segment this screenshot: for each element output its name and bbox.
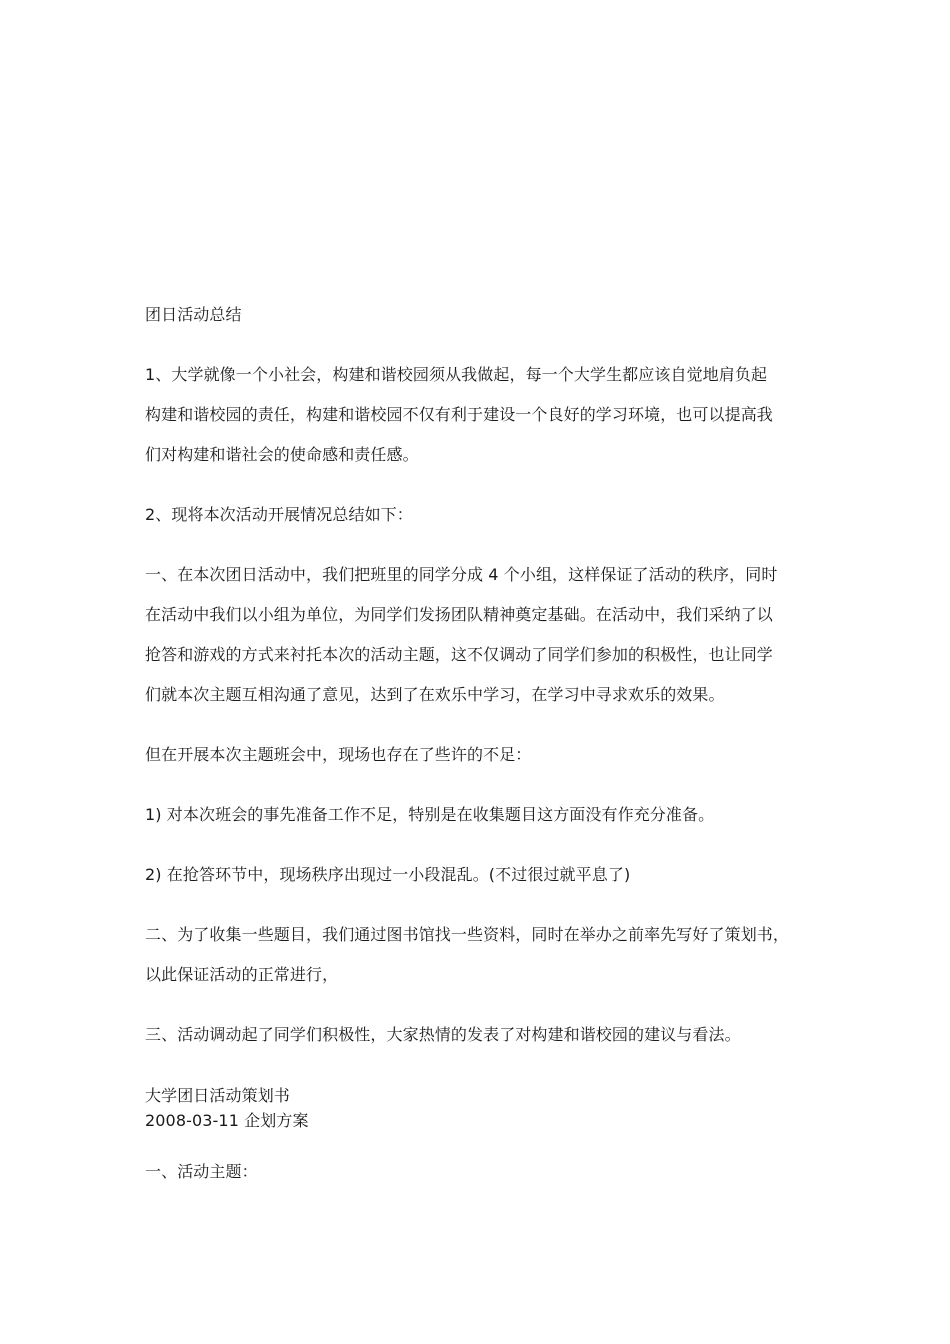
paragraph-2: 2、现将本次活动开展情况总结如下： <box>145 505 413 524</box>
paragraph-1-line-1: 1、大学就像一个小社会，构建和谐校园须从我做起，每一个大学生都应该自觉地肩负起 <box>145 365 768 384</box>
paragraph-5: 1) 对本次班会的事先准备工作不足，特别是在收集题目这方面没有作充分准备。 <box>145 805 715 824</box>
paragraph-3-line-2: 在活动中我们以小组为单位，为同学们发扬团队精神奠定基础。在活动中，我们采纳了以 <box>145 605 773 624</box>
paragraph-8: 三、活动调动起了同学们积极性，大家热情的发表了对构建和谐校园的建议与看法。 <box>145 1025 741 1044</box>
plan-date-category: 2008-03-11 企划方案 <box>145 1111 309 1130</box>
section-heading-theme: 一、活动主题： <box>145 1162 258 1181</box>
paragraph-1-line-3: 们对构建和谐社会的使命感和责任感。 <box>145 445 419 464</box>
paragraph-3-line-3: 抢答和游戏的方式来衬托本次的活动主题，这不仅调动了同学们参加的积极性，也让同学 <box>145 645 773 664</box>
plan-title: 大学团日活动策划书 <box>145 1086 290 1105</box>
paragraph-3-line-1: 一、在本次团日活动中，我们把班里的同学分成 4 个小组，这样保证了活动的秩序，同时 <box>145 565 778 584</box>
document-title: 团日活动总结 <box>145 305 242 324</box>
paragraph-4: 但在开展本次主题班会中，现场也存在了些许的不足： <box>145 745 532 764</box>
paragraph-6: 2) 在抢答环节中，现场秩序出现过一小段混乱。(不过很过就平息了) <box>145 865 631 884</box>
paragraph-3-line-4: 们就本次主题互相沟通了意见，达到了在欢乐中学习，在学习中寻求欢乐的效果。 <box>145 685 725 704</box>
paragraph-7-line-2: 以此保证活动的正常进行， <box>145 965 339 984</box>
paragraph-1-line-2: 构建和谐校园的责任，构建和谐校园不仅有利于建设一个良好的学习环境，也可以提高我 <box>145 405 773 424</box>
paragraph-7-line-1: 二、为了收集一些题目，我们通过图书馆找一些资料，同时在举办之前率先写好了策划书， <box>145 925 790 944</box>
